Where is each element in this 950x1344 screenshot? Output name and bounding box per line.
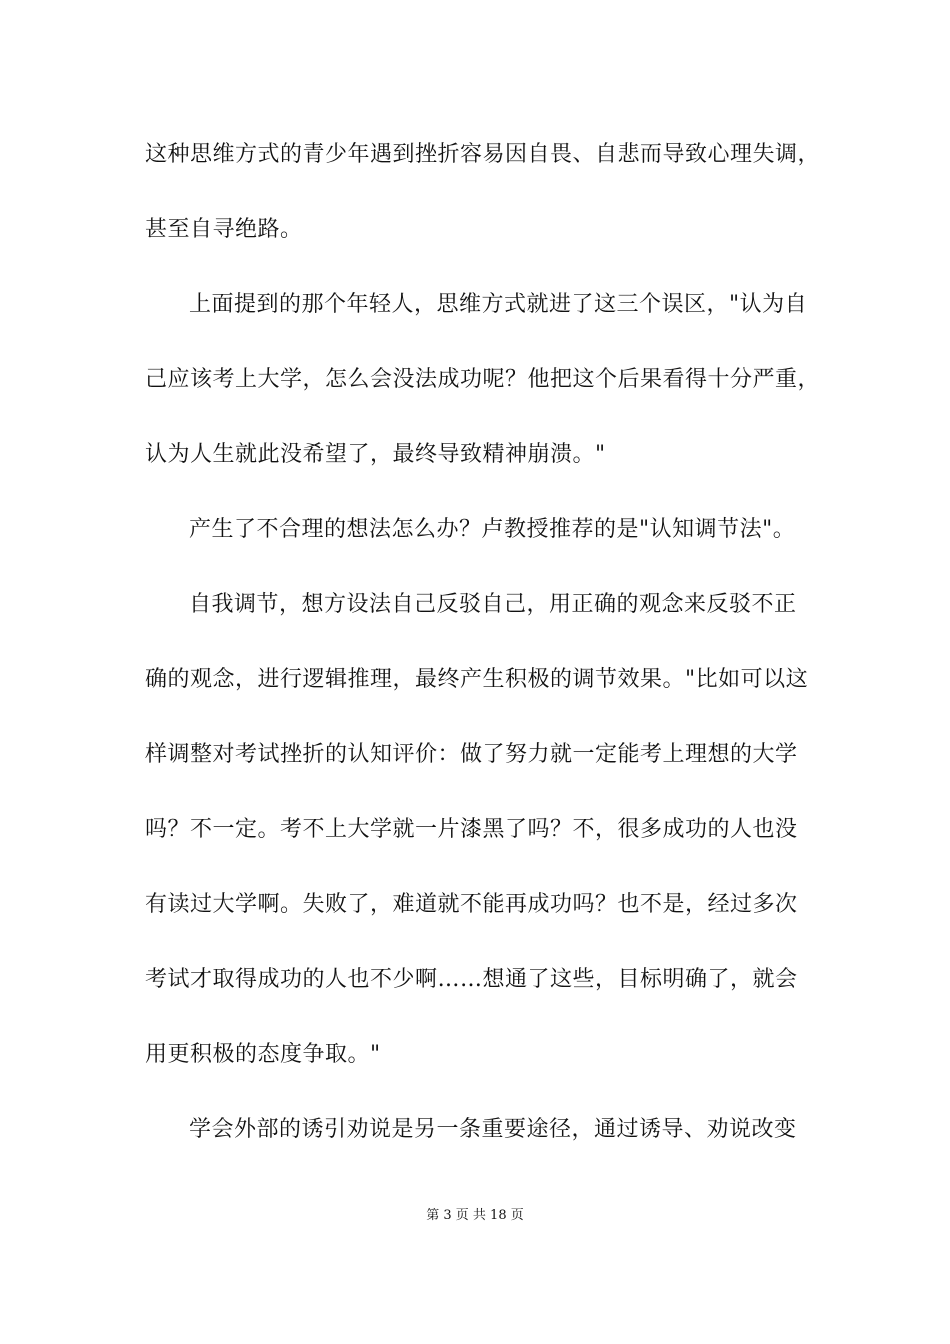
text-line-5: 认为人生就此没希望了，最终导致精神崩溃。" xyxy=(145,442,606,467)
text-line-14: 学会外部的诱引劝说是另一条重要途径，通过诱导、劝说改变 xyxy=(189,1117,797,1142)
text-line-7: 自我调节，想方设法自己反驳自己，用正确的观念来反驳不正 xyxy=(189,592,797,617)
text-line-12: 考试才取得成功的人也不少啊……想通了这些，目标明确了，就会 xyxy=(145,967,798,992)
text-line-10: 吗？不一定。考不上大学就一片漆黑了吗？不，很多成功的人也没 xyxy=(145,817,798,842)
text-line-8: 确的观念，进行逻辑推理，最终产生积极的调节效果。"比如可以这 xyxy=(145,667,809,692)
text-line-2: 甚至自寻绝路。 xyxy=(145,217,303,242)
text-line-4: 己应该考上大学，怎么会没法成功呢？他把这个后果看得十分严重， xyxy=(145,367,821,392)
text-line-3: 上面提到的那个年轻人，思维方式就进了这三个误区，"认为自 xyxy=(189,292,808,317)
text-line-1: 这种思维方式的青少年遇到挫折容易因自畏、自悲而导致心理失调， xyxy=(145,142,821,167)
text-line-11: 有读过大学啊。失败了，难道就不能再成功吗？也不是，经过多次 xyxy=(145,892,798,917)
page-number-footer: 第 3 页 共 18 页 xyxy=(426,1208,524,1223)
text-line-9: 样调整对考试挫折的认知评价：做了努力就一定能考上理想的大学 xyxy=(145,742,798,767)
text-line-6: 产生了不合理的想法怎么办？卢教授推荐的是"认知调节法"。 xyxy=(189,517,796,542)
body-text xyxy=(145,125,821,1175)
text-line-13: 用更积极的态度争取。" xyxy=(145,1042,381,1067)
